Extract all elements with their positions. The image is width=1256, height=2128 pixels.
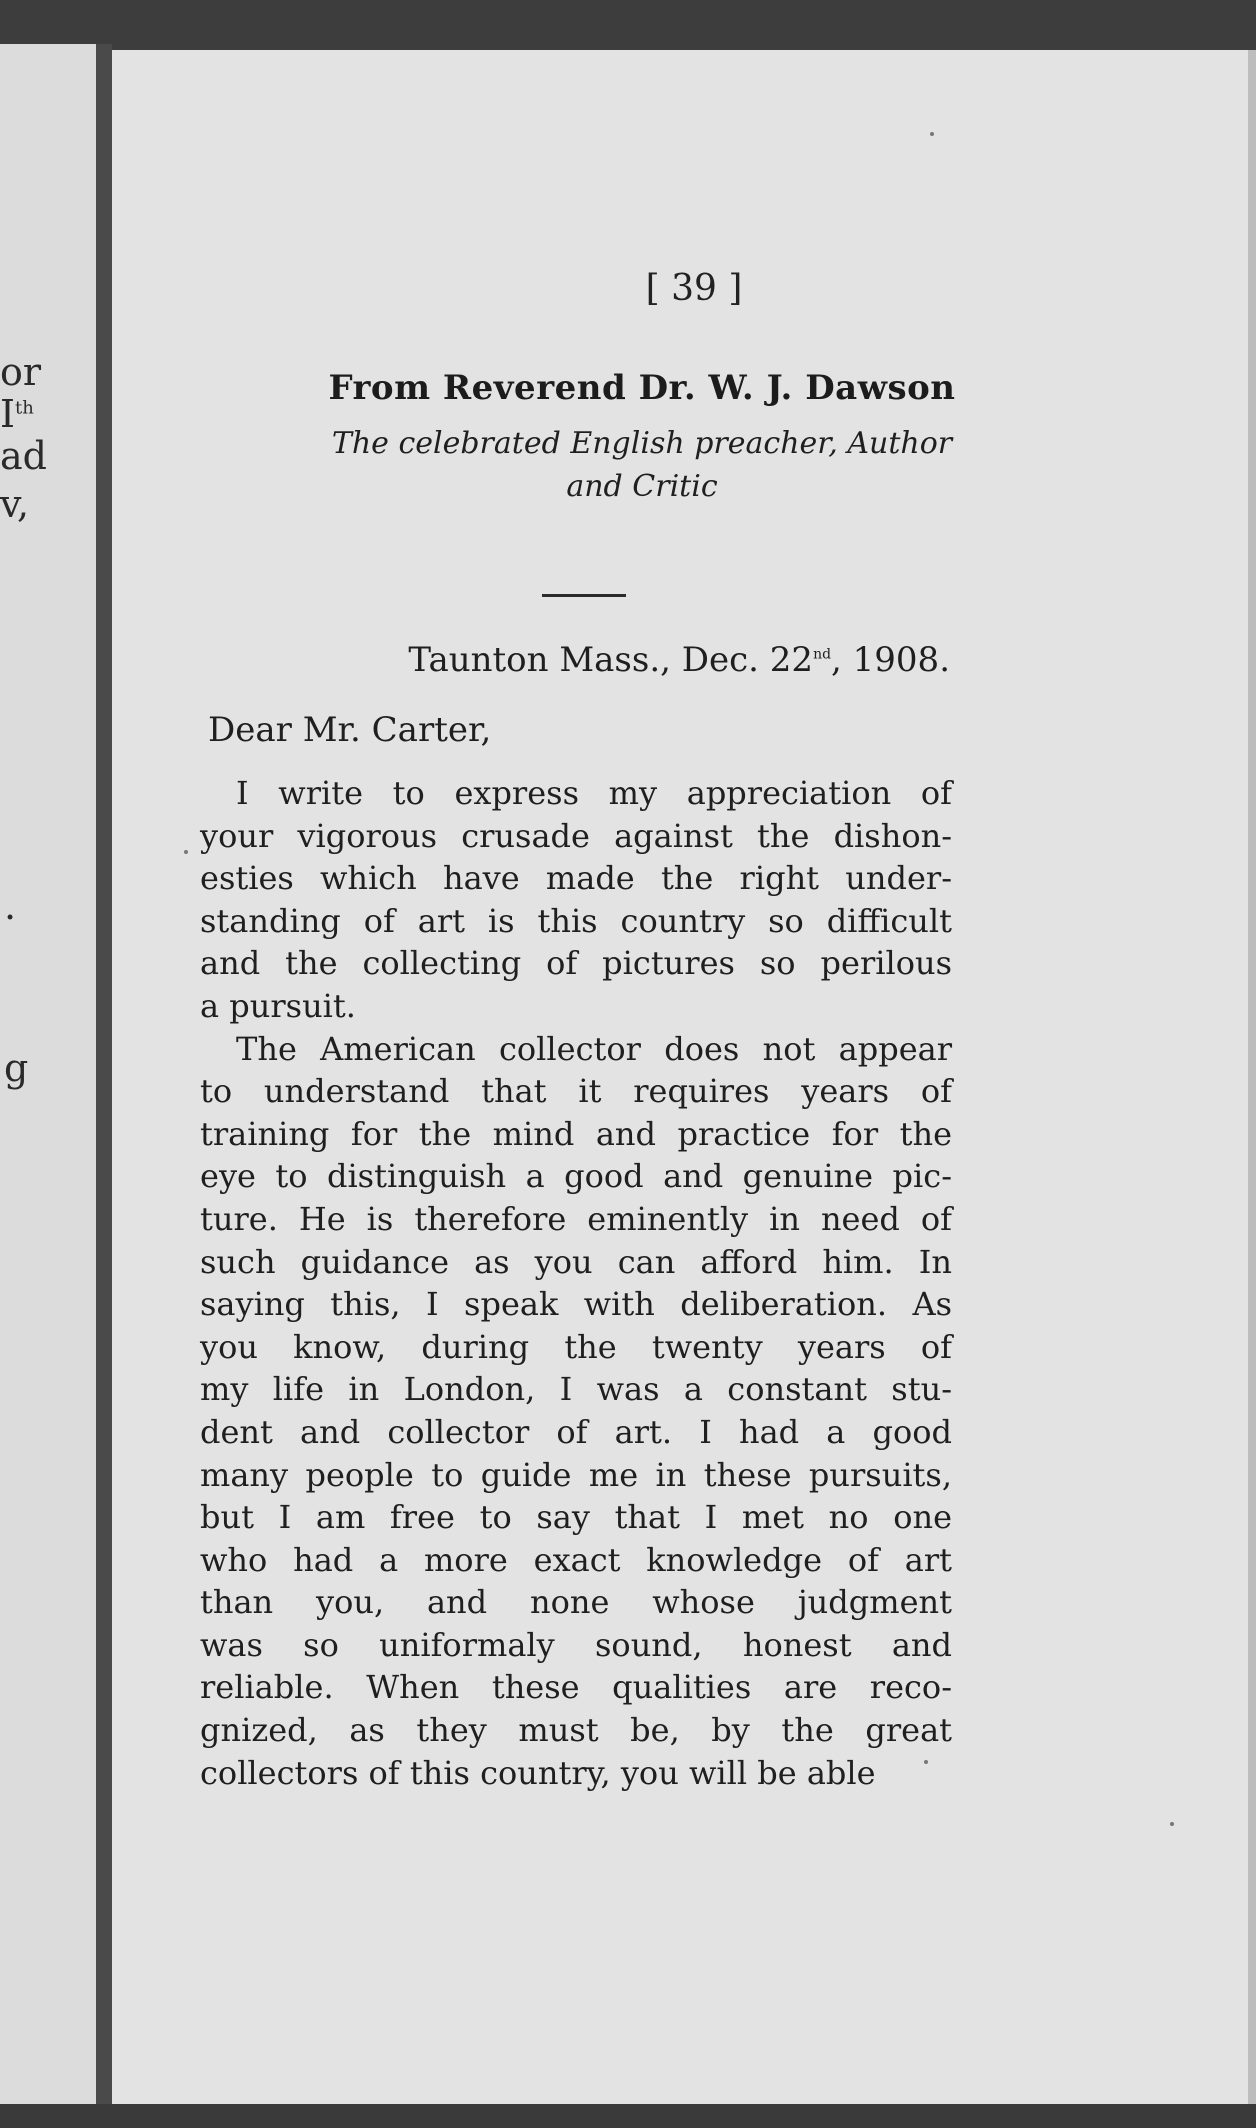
salutation: Dear Mr. Carter,	[208, 710, 492, 750]
letter-line: dent and collector of art. I had a good	[200, 1412, 952, 1451]
letter-heading: From Reverend Dr. W. J. Dawson	[328, 368, 956, 408]
dateline: Taunton Mass., Dec. 22nd, 1908.	[408, 640, 950, 680]
letter-line: standing of art is this country so difficult	[200, 901, 952, 940]
paper-speck	[184, 850, 188, 854]
paper-speck	[930, 132, 934, 136]
letter-line: but I am free to say that I met no one	[200, 1498, 952, 1537]
letter-line: eye to distinguish a good and genuine pic-	[200, 1157, 952, 1196]
letter-line: ture. He is therefore eminently in need of	[200, 1199, 952, 1238]
letter-line: collectors of this country, you will be able	[200, 1753, 876, 1792]
scan-bottom-edge	[0, 2104, 1256, 2128]
letter-line: esties which have made the right under-	[200, 859, 952, 898]
subheading-line: and Critic	[566, 469, 718, 504]
letter-line: training for the mind and practice for the	[200, 1114, 952, 1153]
letter-line: you know, during the twenty years of	[200, 1327, 952, 1366]
letter-line: reliable. When these qualities are reco-	[200, 1668, 952, 1707]
divider-rule	[542, 594, 626, 597]
letter-line: who had a more exact knowledge of art	[200, 1540, 952, 1579]
letter-line: than you, and none whose judgment	[200, 1583, 952, 1622]
left-page-fragment: .	[4, 884, 17, 928]
left-page-fragment: v,	[0, 482, 30, 526]
letter-line: The American collector does not appear	[236, 1029, 952, 1068]
letter-line: my life in London, I was a constant stu-	[200, 1370, 952, 1409]
letter-line: I write to express my appreciation of	[236, 774, 952, 812]
letter-subheading	[207, 422, 1077, 508]
letter-line: to understand that it requires years of	[200, 1072, 952, 1111]
date-ordinal: nd	[813, 646, 832, 663]
letter-line: your vigorous crusade against the dishon-	[200, 816, 952, 855]
letter-line: a pursuit.	[200, 986, 356, 1025]
letter-line: was so uniformaly sound, honest and	[200, 1625, 952, 1664]
left-page-fragment: g	[4, 1046, 29, 1090]
letter-line: and the collecting of pictures so perilous	[200, 944, 952, 983]
page-number: [ 39 ]	[645, 268, 743, 309]
paper-speck	[1170, 1822, 1174, 1826]
left-page-fragment: Ith	[0, 392, 34, 436]
page	[112, 50, 1256, 2110]
book-gutter	[96, 44, 112, 2114]
page-edge	[1248, 50, 1256, 2110]
letter-line: many people to guide me in these pursuits,	[200, 1455, 952, 1494]
letter-line: saying this, I speak with deliberation. As	[200, 1285, 952, 1324]
left-page-fragment: or	[0, 350, 42, 394]
subheading-line: The celebrated English preacher, Author	[331, 426, 953, 461]
letter-body	[200, 772, 952, 1794]
letter-line: such guidance as you can afford him. In	[200, 1242, 952, 1281]
left-page-fragment: ad	[0, 434, 47, 478]
left-page-edge	[0, 44, 96, 2104]
letter-line: gnized, as they must be, by the great	[200, 1711, 952, 1750]
paper-speck	[924, 1760, 928, 1764]
